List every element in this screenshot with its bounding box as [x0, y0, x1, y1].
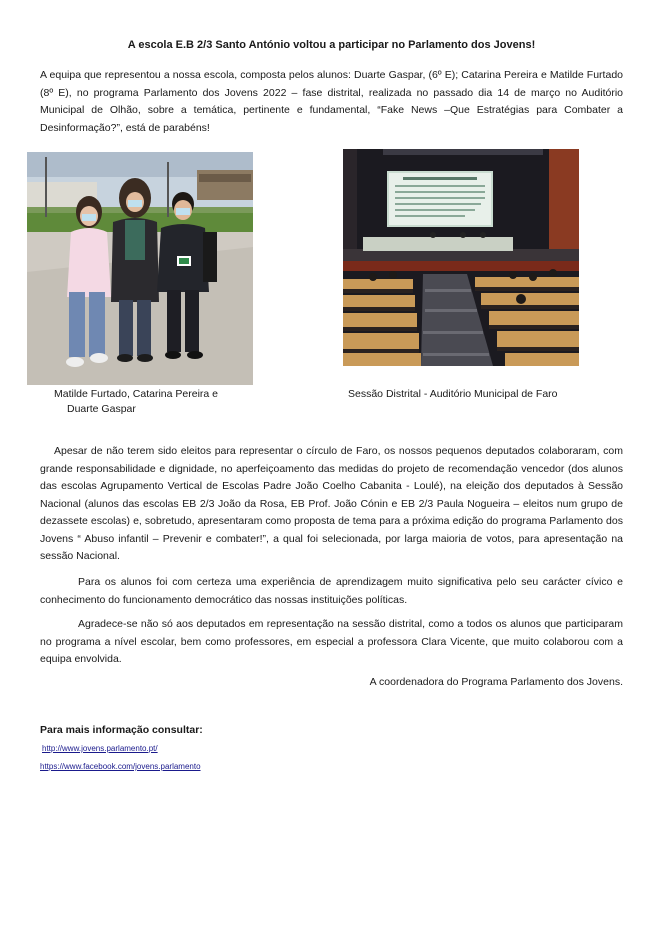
- facebook-page-link[interactable]: https://www.facebook.com/jovens.parlamento: [40, 762, 201, 771]
- body-paragraph-1: Apesar de não terem sido eleitos para representar o círculo de Faro, os nossos pequenos deputados colaboraram, com grande responsabilidade e dignidade, no aperfeiçoamento das medidas do projeto de recomendação vencedor (dos alunos das escolas Agrupamento Vertical de Escolas Padre João Coelho Cabanita - Loulé), na eleição dos deputados à Sessão Nacional (alunos das escolas EB 2/3 João da Rosa, EB Prof. João Cónin e EB 2/3 Paula Nogueira – eleitos num grupo de dezassete escolas) e, sobretudo, apresentaram como proposta de tema para a próxima edição do programa Parlamento dos Jovens “ Abuso infantil – Prevenir e combater!”, a qual foi selecionada, por larga maioria de votos, para apresentação na sessão Nacional.: [40, 445, 623, 562]
- students-photo: [27, 152, 253, 385]
- intro-paragraph: A equipa que representou a nossa escola, composta pelos alunos: Duarte Gaspar, (6º E); Catarina Pereira e Matilde Furtado (8º E), no programa Parlamento dos Jovens 2022 – fase distrital, realizada no passado dia 14 de março no Auditório Municipal de Olhão, sobre a temática, pertinente e fundamental, “Fake News –Que Estratégias para Combater a Desinformação?”, está de parabéns!: [40, 69, 623, 134]
- page-title: A escola E.B 2/3 Santo António voltou a participar no Parlamento dos Jovens!: [127, 39, 536, 51]
- caption-line: Duarte Gaspar: [67, 402, 136, 415]
- caption-line: Matilde Furtado, Catarina Pereira e: [54, 388, 218, 400]
- auditorium-photo: [343, 149, 579, 366]
- parlamento-website-link[interactable]: http://www.jovens.parlamento.pt/: [42, 744, 158, 753]
- students-photo-caption: [54, 387, 254, 416]
- signature: A coordenadora do Programa Parlamento dos Jovens.: [369, 676, 623, 688]
- more-info-heading: Para mais informação consultar:: [40, 724, 203, 736]
- auditorium-photo-caption: Sessão Distrital - Auditório Municipal de Faro: [348, 388, 558, 400]
- body-paragraph-3: Agradece-se não só aos deputados em representação na sessão distrital, como a todos os alunos que participaram no programa a nível escolar, bem como professores, em especial a professora Clara Vicente, que muito colaborou com a equipa envolvida.: [40, 618, 623, 665]
- body-paragraph-2: Para os alunos foi com certeza uma experiência de aprendizagem muito significativa pelo seu carácter cívico e conhecimento do funcionamento democrático das nossas instituições políticas.: [40, 576, 623, 606]
